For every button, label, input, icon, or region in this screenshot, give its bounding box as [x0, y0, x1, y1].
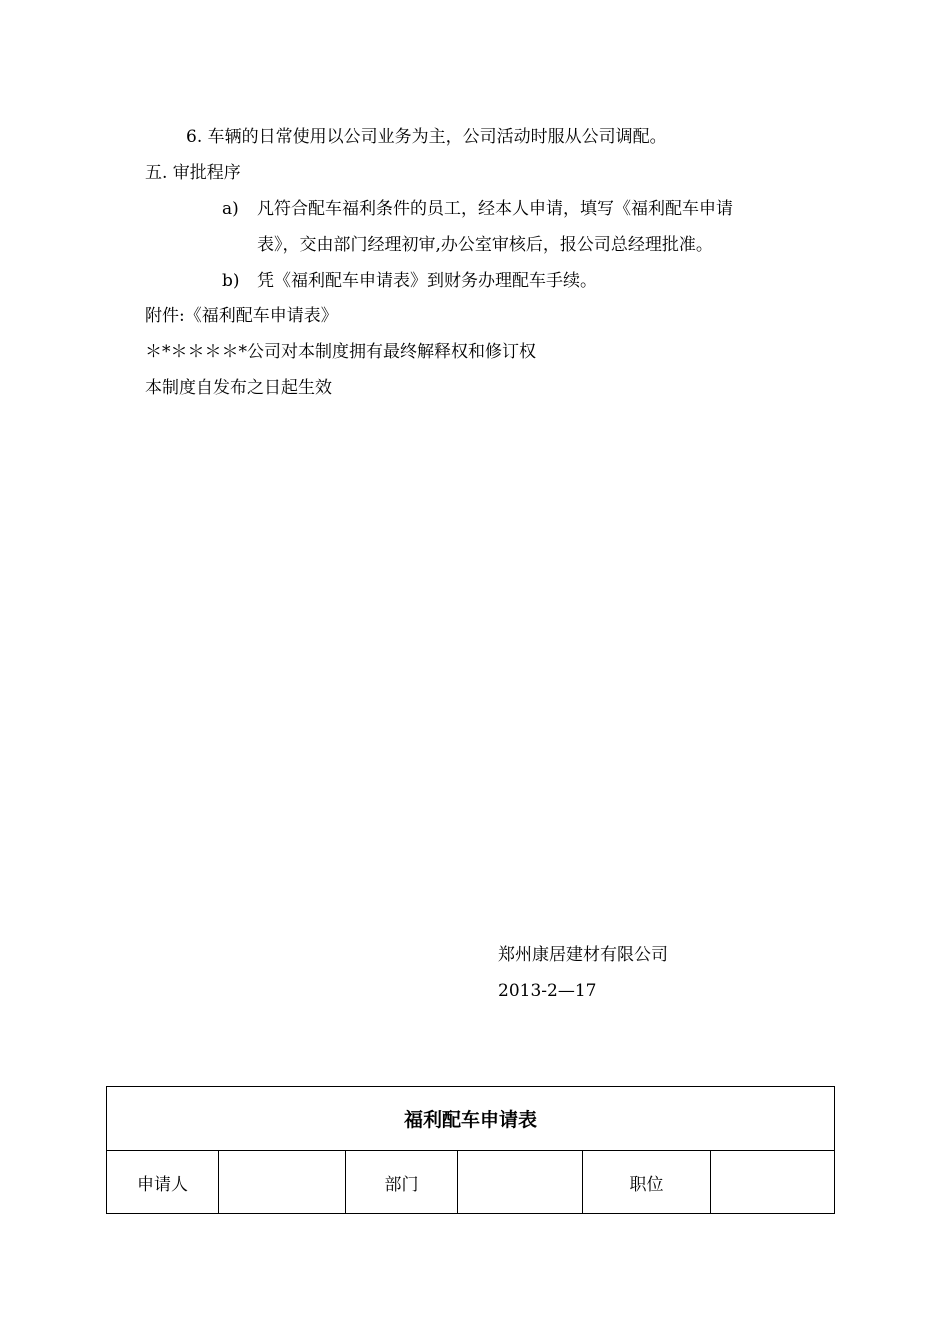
- paragraph-item-6: 6. 车辆的日常使用以公司业务为主，公司活动时服从公司调配。: [186, 127, 667, 147]
- list-item-a-line1: 凡符合配车福利条件的员工，经本人申请，填写《福利配车申请: [257, 199, 733, 219]
- section-heading-approval: 五. 审批程序: [145, 163, 241, 183]
- field-position[interactable]: [711, 1151, 835, 1214]
- list-marker-a: a): [222, 199, 239, 219]
- label-position: 职位: [583, 1151, 711, 1214]
- rights-statement: ＊*＊＊＊＊*公司对本制度拥有最终解释权和修订权: [145, 342, 536, 362]
- application-form-table: [106, 1086, 835, 1214]
- field-department[interactable]: [458, 1151, 583, 1214]
- list-item-a-line2: 表》，交由部门经理初审,办公室审核后，报公司总经理批准。: [257, 235, 713, 255]
- list-marker-b: b): [222, 271, 240, 291]
- list-item-b: 凭《福利配车申请表》到财务办理配车手续。: [257, 271, 597, 291]
- signature-date: 2013-2—17: [498, 981, 597, 1001]
- label-applicant: 申请人: [107, 1151, 219, 1214]
- attachment-line: 附件:《福利配车申请表》: [145, 306, 338, 326]
- field-applicant[interactable]: [219, 1151, 346, 1214]
- signature-company: 郑州康居建材有限公司: [498, 945, 668, 965]
- label-department: 部门: [346, 1151, 458, 1214]
- form-title: 福利配车申请表: [107, 1087, 835, 1151]
- effective-statement: 本制度自发布之日起生效: [145, 378, 332, 398]
